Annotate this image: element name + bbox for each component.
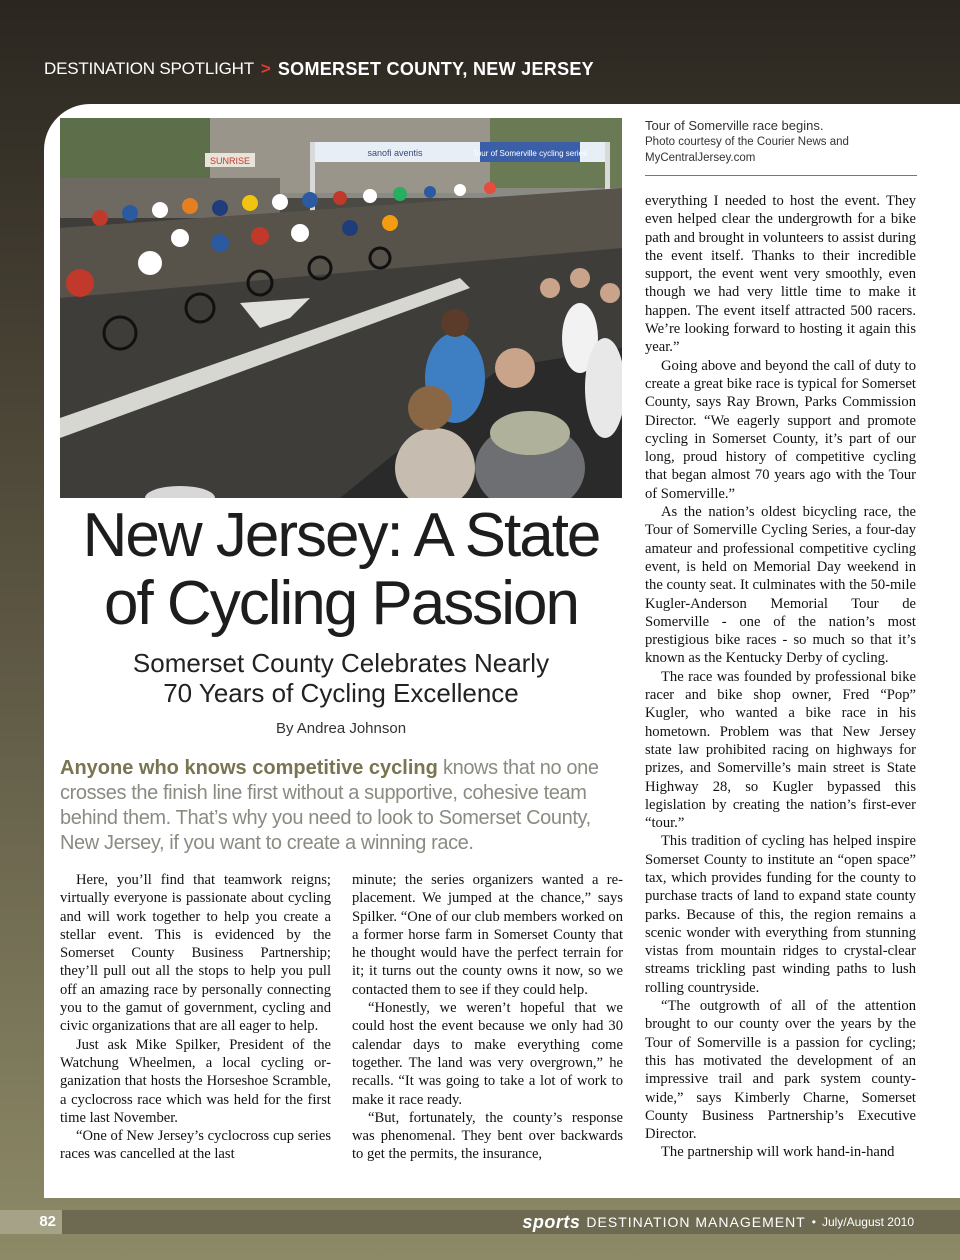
- paragraph: “The outgrowth of all of the attention brought to our county over the years by the Tour of Somerville is a passion for cycling; this has motivated the development of an impressive trail and park system county-wide,” says Kimberly Charne, Somerset County Business Partnership’s Executive Director.: [645, 998, 916, 1143]
- photo-caption: [645, 117, 917, 166]
- footer-bullet: •: [811, 1215, 816, 1229]
- hero-photo: [60, 118, 622, 498]
- paragraph: Going above and beyond the call of duty to create a great bike race is typical for Somerset County, says Ray Brown, Parks Commission Director. “We eagerly support and promote cycling in Somerset County, it’s part of our long, proud history of competitive cycling that began almost 70 years ago with the Tour of Somerville.”: [645, 357, 916, 502]
- paragraph: minute; the series organizers wanted a replacement. We jumped at the chance,” says Spilker. “One of our club members worked on a former horse farm in Somerset County that he thought would have the perfect terrain for it; it turns out the county owns it now, so we contacted them to see if they could help.: [352, 872, 623, 998]
- lede-emphasis: Anyone who knows competitive cycling: [60, 757, 438, 779]
- header-separator: >: [260, 59, 271, 78]
- body-column-3: [645, 192, 916, 1162]
- lede-paragraph: [60, 756, 626, 856]
- caption-divider: [645, 175, 917, 176]
- lede-text: knows that no one crosses the finish line first without a supportive, cohesive team behind them. That’s why you need to look to Somerset County, New Jersey, if you want to create a winning race.: [60, 757, 599, 854]
- shop-sign: SUNRISE: [209, 156, 251, 166]
- byline: By Andrea Johnson: [275, 720, 407, 737]
- magazine-footer: [522, 1210, 914, 1234]
- paragraph: everything I needed to host the event. They even helped clear the undergrowth for a bike path and brought in volunteers to assist during the event itself. Thanks to their incredible support, the event went very smoothly, even though we had very little time to make it happen. The event itself attracted 500 racers. We’re looking forward to hosting it again this year.”: [645, 193, 916, 356]
- paragraph: “One of New Jersey’s cyclocross cup series races was cancelled at the last: [60, 1128, 331, 1163]
- paragraph: The race was founded by professional bike racer and bike shop owner, Fred “Pop” Kugler, who wanted a bike race in his hometown. Problem was that New Jersey state law prohibited racing on highways for prizes, and Somerville’s main street is State Highway 28, so Kugler bypassed this legislation by creating the nation’s first-ever “tour.”: [645, 668, 916, 832]
- paragraph: The partnership will work hand-in-hand: [661, 1144, 895, 1161]
- subheadline-line-2: 70 Years of Cycling Excellence: [163, 678, 519, 708]
- body-column-1: [60, 871, 331, 1164]
- subheadline-line-1: Somerset County Celebrates Nearly: [132, 648, 550, 678]
- banner-sponsor: sanofi aventis: [367, 148, 423, 158]
- paragraph: “But, fortunately, the county’s response was phenomenal. They bent over backwards to get the permits, the insurance,: [352, 1109, 623, 1163]
- caption-credit-line1: Photo courtesy of the Courier News and: [645, 136, 849, 148]
- caption-credit-line2: MyCentralJersey.com: [645, 152, 756, 164]
- caption-title: Tour of Somerville race begins.: [645, 118, 824, 133]
- section-label: DESTINATION SPOTLIGHT: [44, 59, 254, 78]
- article-headline: [60, 502, 622, 638]
- headline-line-2: of Cycling Passion: [103, 569, 579, 638]
- paragraph: Just ask Mike Spilker, President of the Watchung Wheelmen, a local cycling organization that hosts the Horseshoe Scramble, a cyclocross race which was held for the first time last November.: [60, 1036, 331, 1126]
- article-subheadline: [60, 648, 622, 708]
- body-column-2: [352, 871, 623, 1164]
- paragraph: This tradition of cycling has helped inspire Somerset County to institute an “open space” tax, which provides funding for the county to purchase tracts of land to expand state county parks. Because of this, the region remains a scenic wonder with everything from stunning vistas from mountain ridges to crystal-clear streams trickling past winding paths to lush rolling countryside.: [645, 833, 916, 996]
- page-number: 82: [0, 1210, 62, 1234]
- magazine-title: DESTINATION MANAGEMENT: [586, 1214, 806, 1230]
- banner-event: Tour of Somerville cycling series: [472, 149, 588, 158]
- header-location: SOMERSET COUNTY, NEW JERSEY: [277, 58, 594, 79]
- paragraph: As the nation’s oldest bicycling race, the Tour of Somerville Cycling Series, a four-day amateur and professional competitive cycling event, is held on Memorial Day weekend in the county seat. It culminates with the 50-mile Kugler-Anderson Memorial Tour de Somerville - one of the nation’s most prestigious bike races - so much so that it’s known as the Kentucky Derby of cycling.: [645, 504, 916, 667]
- race-start-illustration: [60, 118, 622, 498]
- paragraph: Here, you’ll find that teamwork reigns; virtually everyone is passionate about cycling and will work together to help you create a stellar event. This is evidenced by the Somerset County Business Partnership; they’ll pull out all the stops to help you pull off an amazing race by personally connecting you to the gamut of government, cycling and civic organizations that are all eager to help.: [60, 872, 331, 1035]
- magazine-issue: July/August 2010: [821, 1215, 914, 1229]
- magazine-brand: sports: [522, 1211, 581, 1232]
- section-header: [44, 56, 594, 82]
- headline-line-1: New Jersey: A State: [82, 501, 600, 570]
- paragraph: “Honestly, we weren’t hopeful that we could host the event because we only had 30 calendar days to make everything come together. The land was very overgrown,” he recalls. “It was going to take a lot of work to make it race ready.: [352, 1000, 623, 1108]
